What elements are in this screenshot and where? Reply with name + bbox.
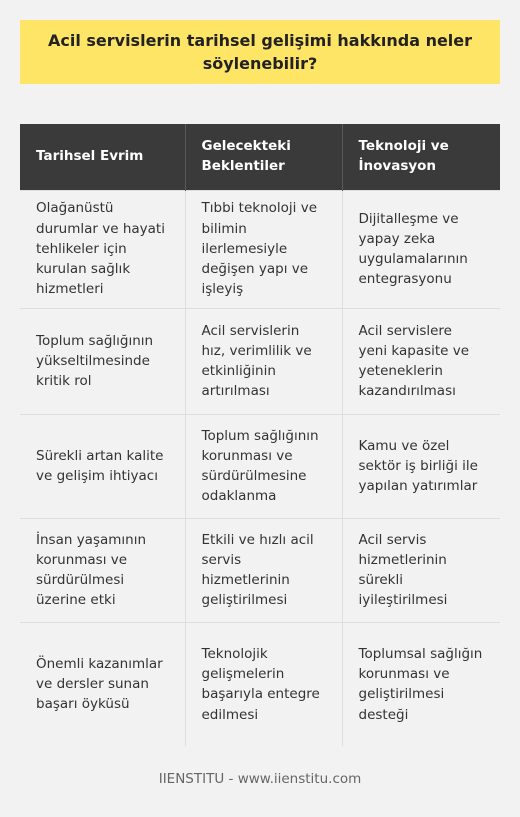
table-cell: Acil servislere yeni kapasite ve yeteneklerin kazandırılması <box>342 308 500 414</box>
table-cell: İnsan yaşamının korunması ve sürdürülmesi üzerine etki <box>20 518 185 622</box>
column-header-future-expectations: Gelecekteki Beklentiler <box>185 124 342 190</box>
table-cell: Tıbbi teknoloji ve bilimin ilerlemesiyle değişen yapı ve işleyiş <box>185 190 342 308</box>
footer-credit: IIENSTITU - www.iienstitu.com <box>158 771 362 787</box>
title-banner <box>20 20 500 84</box>
table-cell: Etkili ve hızlı acil servis hizmetlerinin geliştirilmesi <box>185 518 342 622</box>
table-cell: Önemli kazanımlar ve dersler sunan başarı öyküsü <box>20 622 185 746</box>
table-cell: Acil servislerin hız, verimlilik ve etkinliğinin artırılması <box>185 308 342 414</box>
table-row <box>20 622 500 746</box>
table-cell: Toplum sağlığının yükseltilmesinde kritik rol <box>20 308 185 414</box>
column-header-historical-evolution: Tarihsel Evrim <box>20 124 185 190</box>
table-header-row <box>20 124 500 190</box>
table-row <box>20 190 500 308</box>
column-header-technology-innovation: Teknoloji ve İnovasyon <box>342 124 500 190</box>
table-row <box>20 414 500 518</box>
comparison-table <box>20 124 500 746</box>
table-cell: Sürekli artan kalite ve gelişim ihtiyacı <box>20 414 185 518</box>
table-cell: Teknolojik gelişmelerin başarıyla entegre edilmesi <box>185 622 342 746</box>
table-row <box>20 308 500 414</box>
table-cell: Kamu ve özel sektör iş birliği ile yapılan yatırımlar <box>342 414 500 518</box>
table-cell: Olağanüstü durumlar ve hayati tehlikeler için kurulan sağlık hizmetleri <box>20 190 185 308</box>
page-title: Acil servislerin tarihsel gelişimi hakkında neler söylenebilir? <box>47 30 473 73</box>
table-cell: Dijitalleşme ve yapay zeka uygulamalarının entegrasyonu <box>342 190 500 308</box>
table-cell: Acil servis hizmetlerinin sürekli iyileştirilmesi <box>342 518 500 622</box>
table-cell: Toplum sağlığının korunması ve sürdürülmesine odaklanma <box>185 414 342 518</box>
table-row <box>20 518 500 622</box>
table-cell: Toplumsal sağlığın korunması ve geliştirilmesi desteği <box>342 622 500 746</box>
